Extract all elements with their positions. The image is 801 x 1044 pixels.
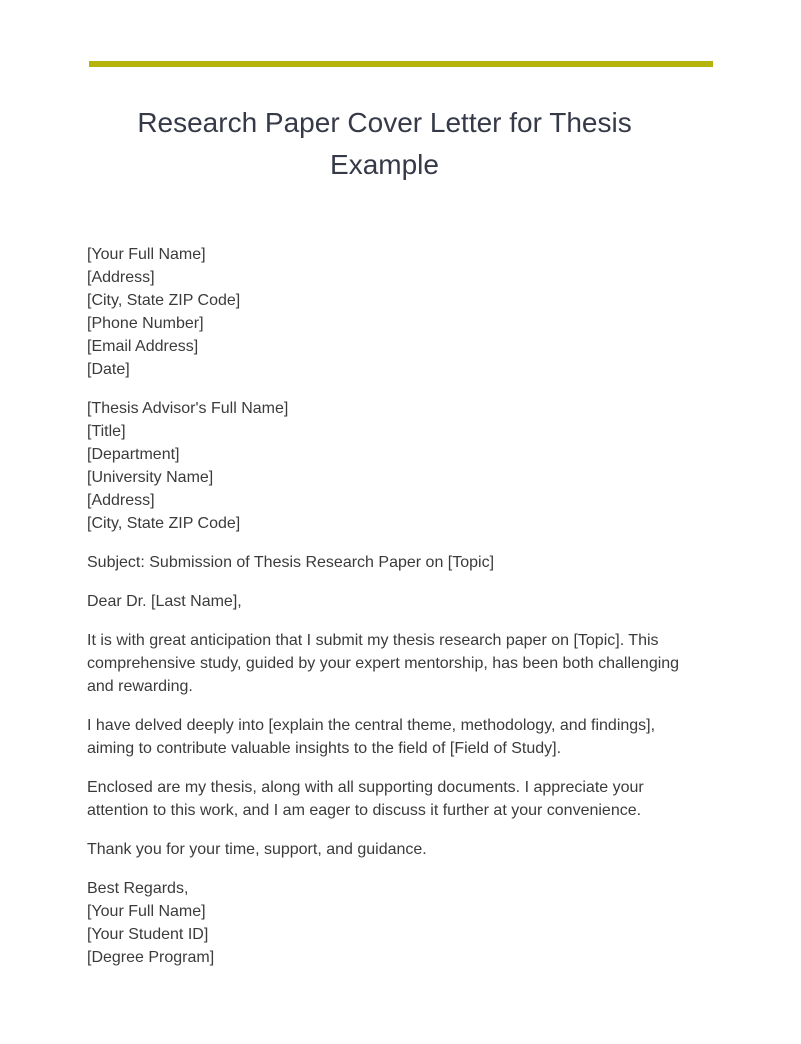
recipient-university: [University Name] [87,469,214,486]
paragraph-thanks: Thank you for your time, support, and guidance. [87,841,427,858]
sender-name: [Your Full Name] [87,246,206,263]
recipient-address: [Address] [87,492,155,509]
sender-block [87,243,687,381]
signature-name: [Your Full Name] [87,903,206,920]
salutation: Dear Dr. [Last Name], [87,593,242,610]
paragraph-enclosure: Enclosed are my thesis, along with all supporting documents. I appreciate your attention to this work, and I am eager to discuss it further at your convenience. [87,779,644,819]
letter-date: [Date] [87,361,130,378]
degree-program: [Degree Program] [87,949,215,966]
recipient-department: [Department] [87,446,180,463]
sender-phone: [Phone Number] [87,315,204,332]
page-title: Research Paper Cover Letter for Thesis Example [137,107,632,180]
recipient-title: [Title] [87,423,126,440]
closing-block [87,877,687,969]
recipient-block [87,397,687,535]
subject-line: Subject: Submission of Thesis Research Paper on [Topic] [87,554,495,571]
closing-phrase: Best Regards, [87,880,189,897]
accent-bar [89,61,713,67]
paragraph-research: I have delved deeply into [explain the central theme, methodology, and findings], aiming to contribute valuable insights to the field of [Field of Study]. [87,717,656,757]
sender-email: [Email Address] [87,338,199,355]
sender-city: [City, State ZIP Code] [87,292,241,309]
student-id: [Your Student ID] [87,926,209,943]
paragraph-intro: It is with great anticipation that I submit my thesis research paper on [Topic]. This comprehensive study, guided by your expert mentorship, has been both challenging and rewarding. [87,632,680,695]
recipient-name: [Thesis Advisor's Full Name] [87,400,289,417]
letter-body [87,243,687,985]
sender-address: [Address] [87,269,155,286]
recipient-city: [City, State ZIP Code] [87,515,241,532]
